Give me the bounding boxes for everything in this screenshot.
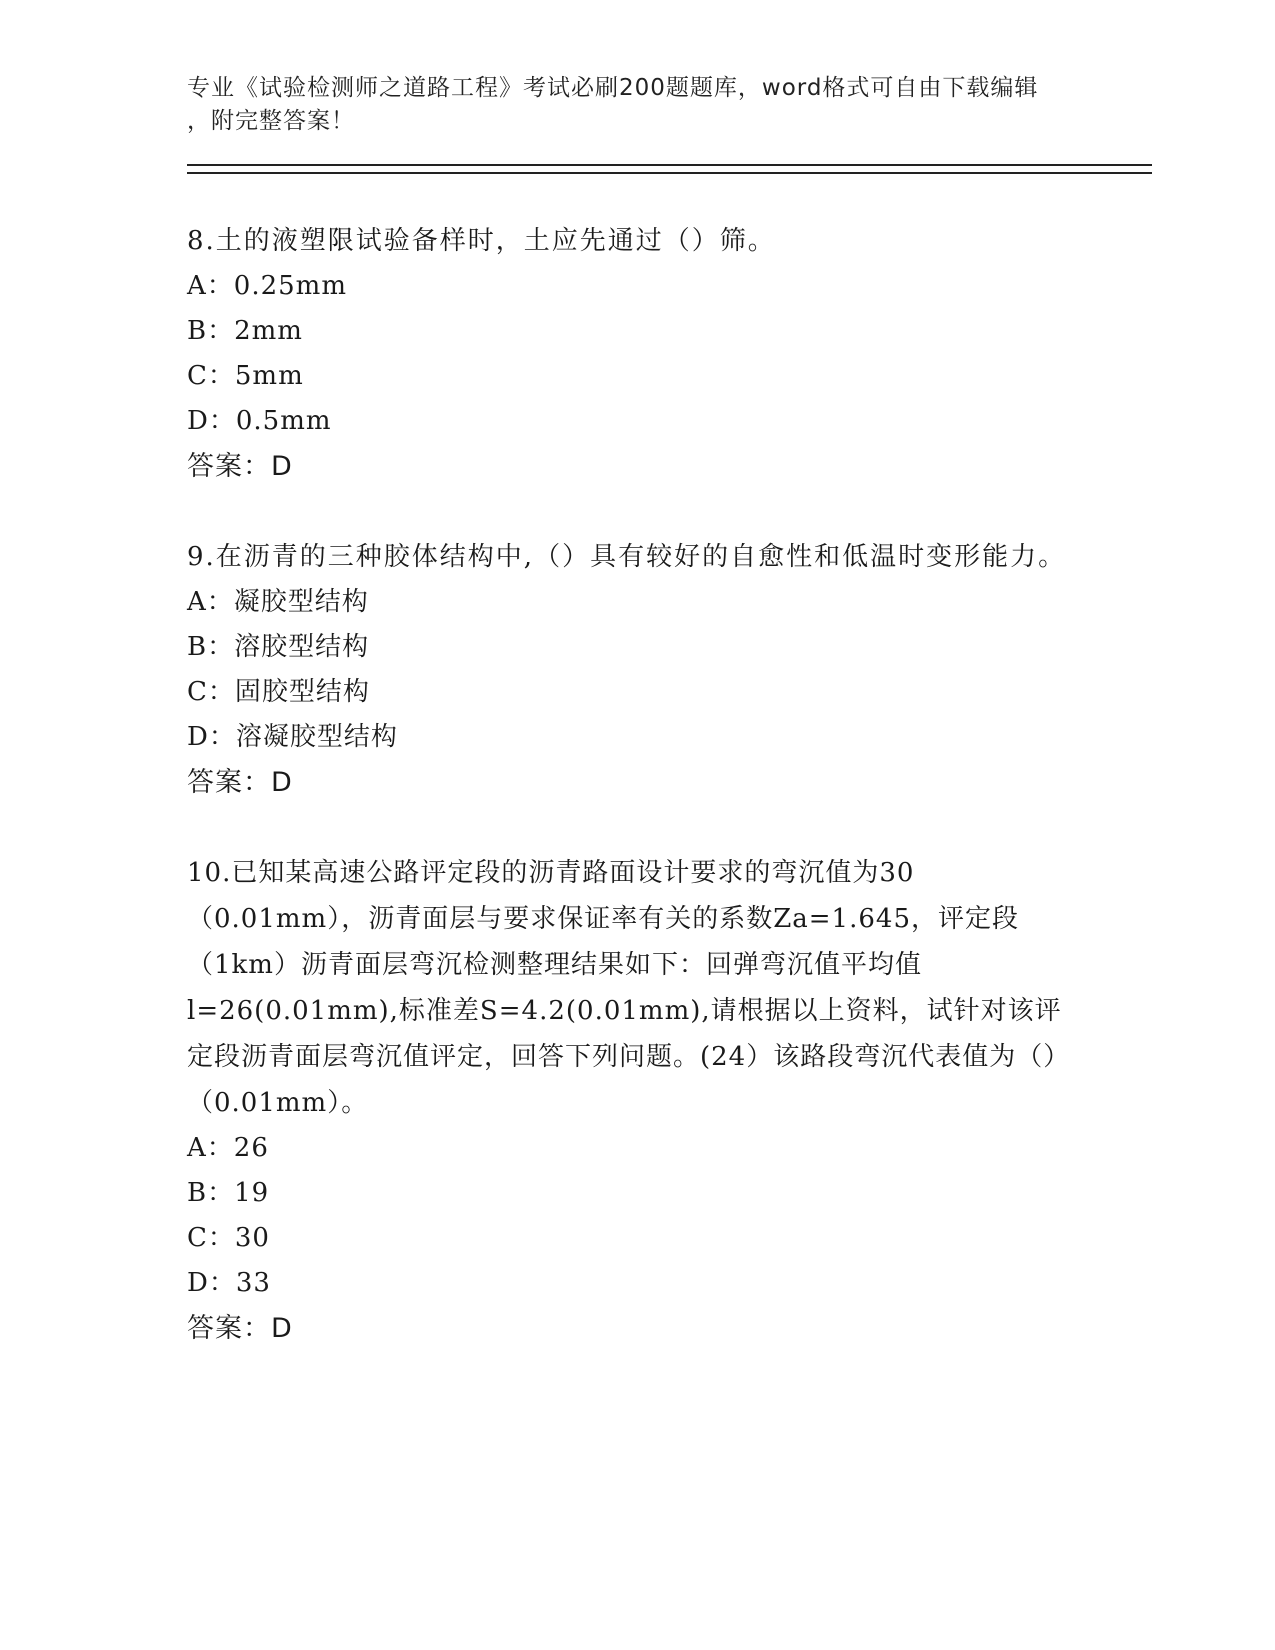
header-divider xyxy=(187,164,1152,174)
option-c: C：30 xyxy=(187,1223,270,1253)
answer-line: 答案：D xyxy=(187,1313,293,1344)
question-10 xyxy=(187,850,1152,1352)
answer-line: 答案：D xyxy=(187,767,293,798)
question-stem: 9.在沥青的三种胶体结构中,（）具有较好的自愈性和低温时变形能力。 xyxy=(187,542,1067,572)
header-line-2: ，附完整答案！ xyxy=(187,108,355,134)
document-page xyxy=(187,72,1152,1352)
option-b: B：19 xyxy=(187,1178,270,1208)
document-header xyxy=(187,72,1077,138)
question-stem: 8.土的液塑限试验备样时，土应先通过（）筛。 xyxy=(187,226,776,256)
question-9 xyxy=(187,534,1152,806)
header-line-1: 专业《试验检测师之道路工程》考试必刷200题题库，word格式可自由下载编辑 xyxy=(187,75,1039,101)
option-d: D：溶凝胶型结构 xyxy=(187,722,398,752)
option-a: A：凝胶型结构 xyxy=(187,587,369,617)
option-a: A：26 xyxy=(187,1133,269,1163)
option-d: D：0.5mm xyxy=(187,406,332,436)
option-c: C：固胶型结构 xyxy=(187,677,370,707)
option-b: B：溶胶型结构 xyxy=(187,632,370,662)
option-c: C：5mm xyxy=(187,361,304,391)
question-stem: 10.已知某高速公路评定段的沥青路面设计要求的弯沉值为30（0.01mm），沥青面层与要求保证率有关的系数Za=1.645，评定段（1km）沥青面层弯沉检测整理结果如下：回弹弯沉值平均值l=26(0.01mm),标准差S=4.2(0.01mm),请根据以上资料，试针对该评定段沥青面层弯沉值评定，回答下列问题。(24）该路段弯沉代表值为（）（0.01mm）。 xyxy=(187,858,1071,1118)
question-8 xyxy=(187,218,1152,490)
answer-line: 答案：D xyxy=(187,451,293,482)
option-d: D：33 xyxy=(187,1268,271,1298)
option-b: B：2mm xyxy=(187,316,303,346)
option-a: A：0.25mm xyxy=(187,271,347,301)
